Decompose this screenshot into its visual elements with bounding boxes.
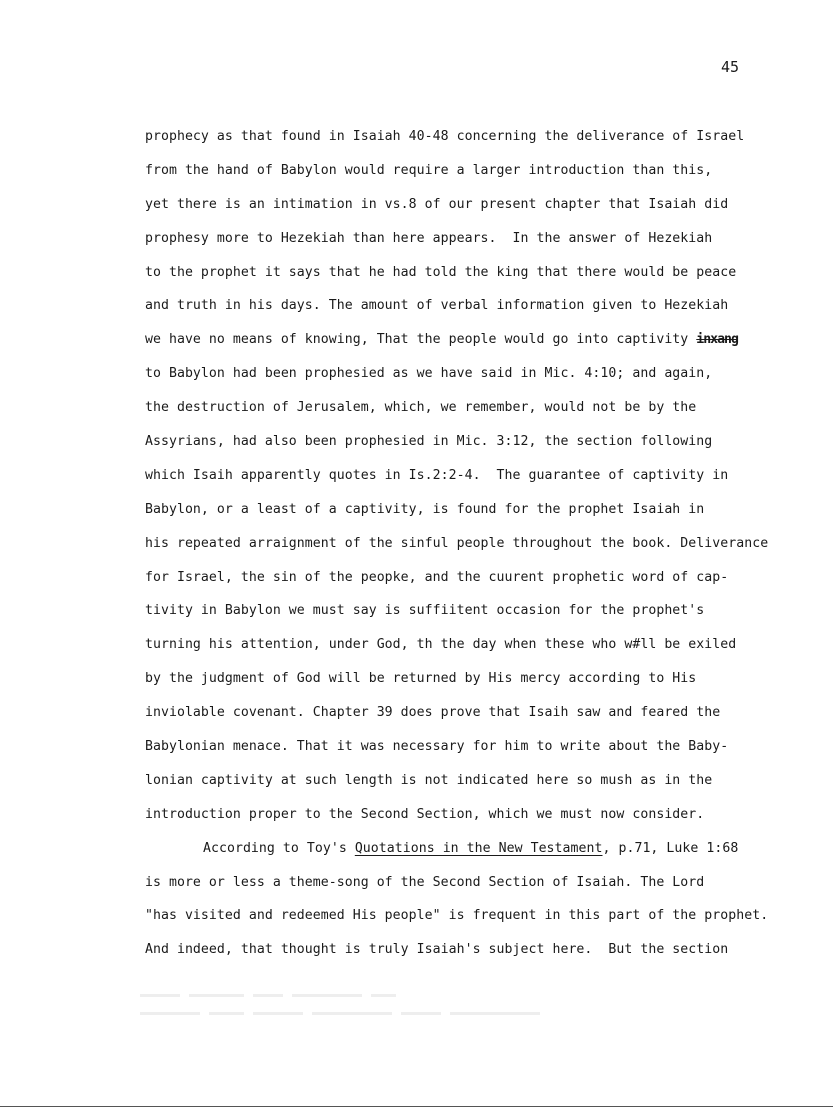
text-line: Assyrians, had also been prophesied in Mic. 3:12, the section following — [145, 434, 713, 450]
text-line: And indeed, that thought is truly Isaiah's subject here. But the section — [145, 942, 729, 958]
bleed-through-marks — [140, 985, 740, 997]
text-line — [145, 329, 833, 363]
text-line: inviolable covenant. Chapter 39 does prove that Isaih saw and feared the — [145, 705, 721, 721]
text-line: prophecy as that found in Isaiah 40-48 concerning the deliverance of Israel — [145, 129, 745, 144]
text-line: introduction proper to the Second Section, which we must now consider. — [145, 806, 705, 822]
text-segment: According to Toy's — [203, 840, 355, 856]
bleed-through-marks — [140, 1003, 740, 1015]
bottom-edge-line — [0, 1106, 833, 1107]
text-line: "has visited and redeemed His people" is frequent in this part of the prophet. — [145, 908, 769, 924]
text-line: by the judgment of God will be returned by His mercy according to His — [145, 671, 697, 687]
text-line: which Isaih apparently quotes in Is.2:2-4. The guarantee of captivity in — [145, 467, 729, 483]
text-line: lonian captivity at such length is not indicated here so mush as in the — [145, 772, 713, 788]
page-number: 45 — [721, 58, 740, 76]
text-line: to the prophet it says that he had told the king that there would be peace — [145, 264, 737, 280]
text-line: from the hand of Babylon would require a larger introduction than this, — [145, 162, 713, 178]
book-title: Quotations in the New Testament — [354, 840, 603, 856]
body-text — [145, 126, 833, 973]
overstruck-text: inxang — [696, 332, 738, 348]
text-line: to Babylon had been prophesied as we have said in Mic. 4:10; and again, — [145, 366, 713, 382]
text-line: the destruction of Jerusalem, which, we remember, would not be by the — [145, 400, 697, 416]
text-line: Babylon, or a least of a captivity, is found for the prophet Isaiah in — [145, 501, 705, 517]
text-line: turning his attention, under God, th the day when these who w#ll be exiled — [145, 637, 737, 653]
text-line: prophesy more to Hezekiah than here appears. In the answer of Hezekiah — [145, 230, 713, 246]
text-line: his repeated arraignment of the sinful people throughout the book. Deliverance — [145, 535, 769, 551]
text-line: tivity in Babylon we must say is suffiitent occasion for the prophet's — [145, 603, 705, 619]
text-line: for Israel, the sin of the peopke, and the cuurent prophetic word of cap- — [145, 569, 729, 585]
text-line-indented — [145, 838, 833, 872]
text-segment: , p.71, Luke 1:68 — [602, 840, 739, 856]
text-line: and truth in his days. The amount of verbal information given to Hezekiah — [145, 298, 729, 314]
text-line: yet there is an intimation in vs.8 of our present chapter that Isaiah did — [145, 196, 729, 212]
text-line: Babylonian menace. That it was necessary for him to write about the Baby- — [145, 739, 729, 755]
text-segment: we have no means of knowing, That the people would go into captivity — [145, 332, 697, 348]
text-line: is more or less a theme-song of the Second Section of Isaiah. The Lord — [145, 874, 705, 890]
